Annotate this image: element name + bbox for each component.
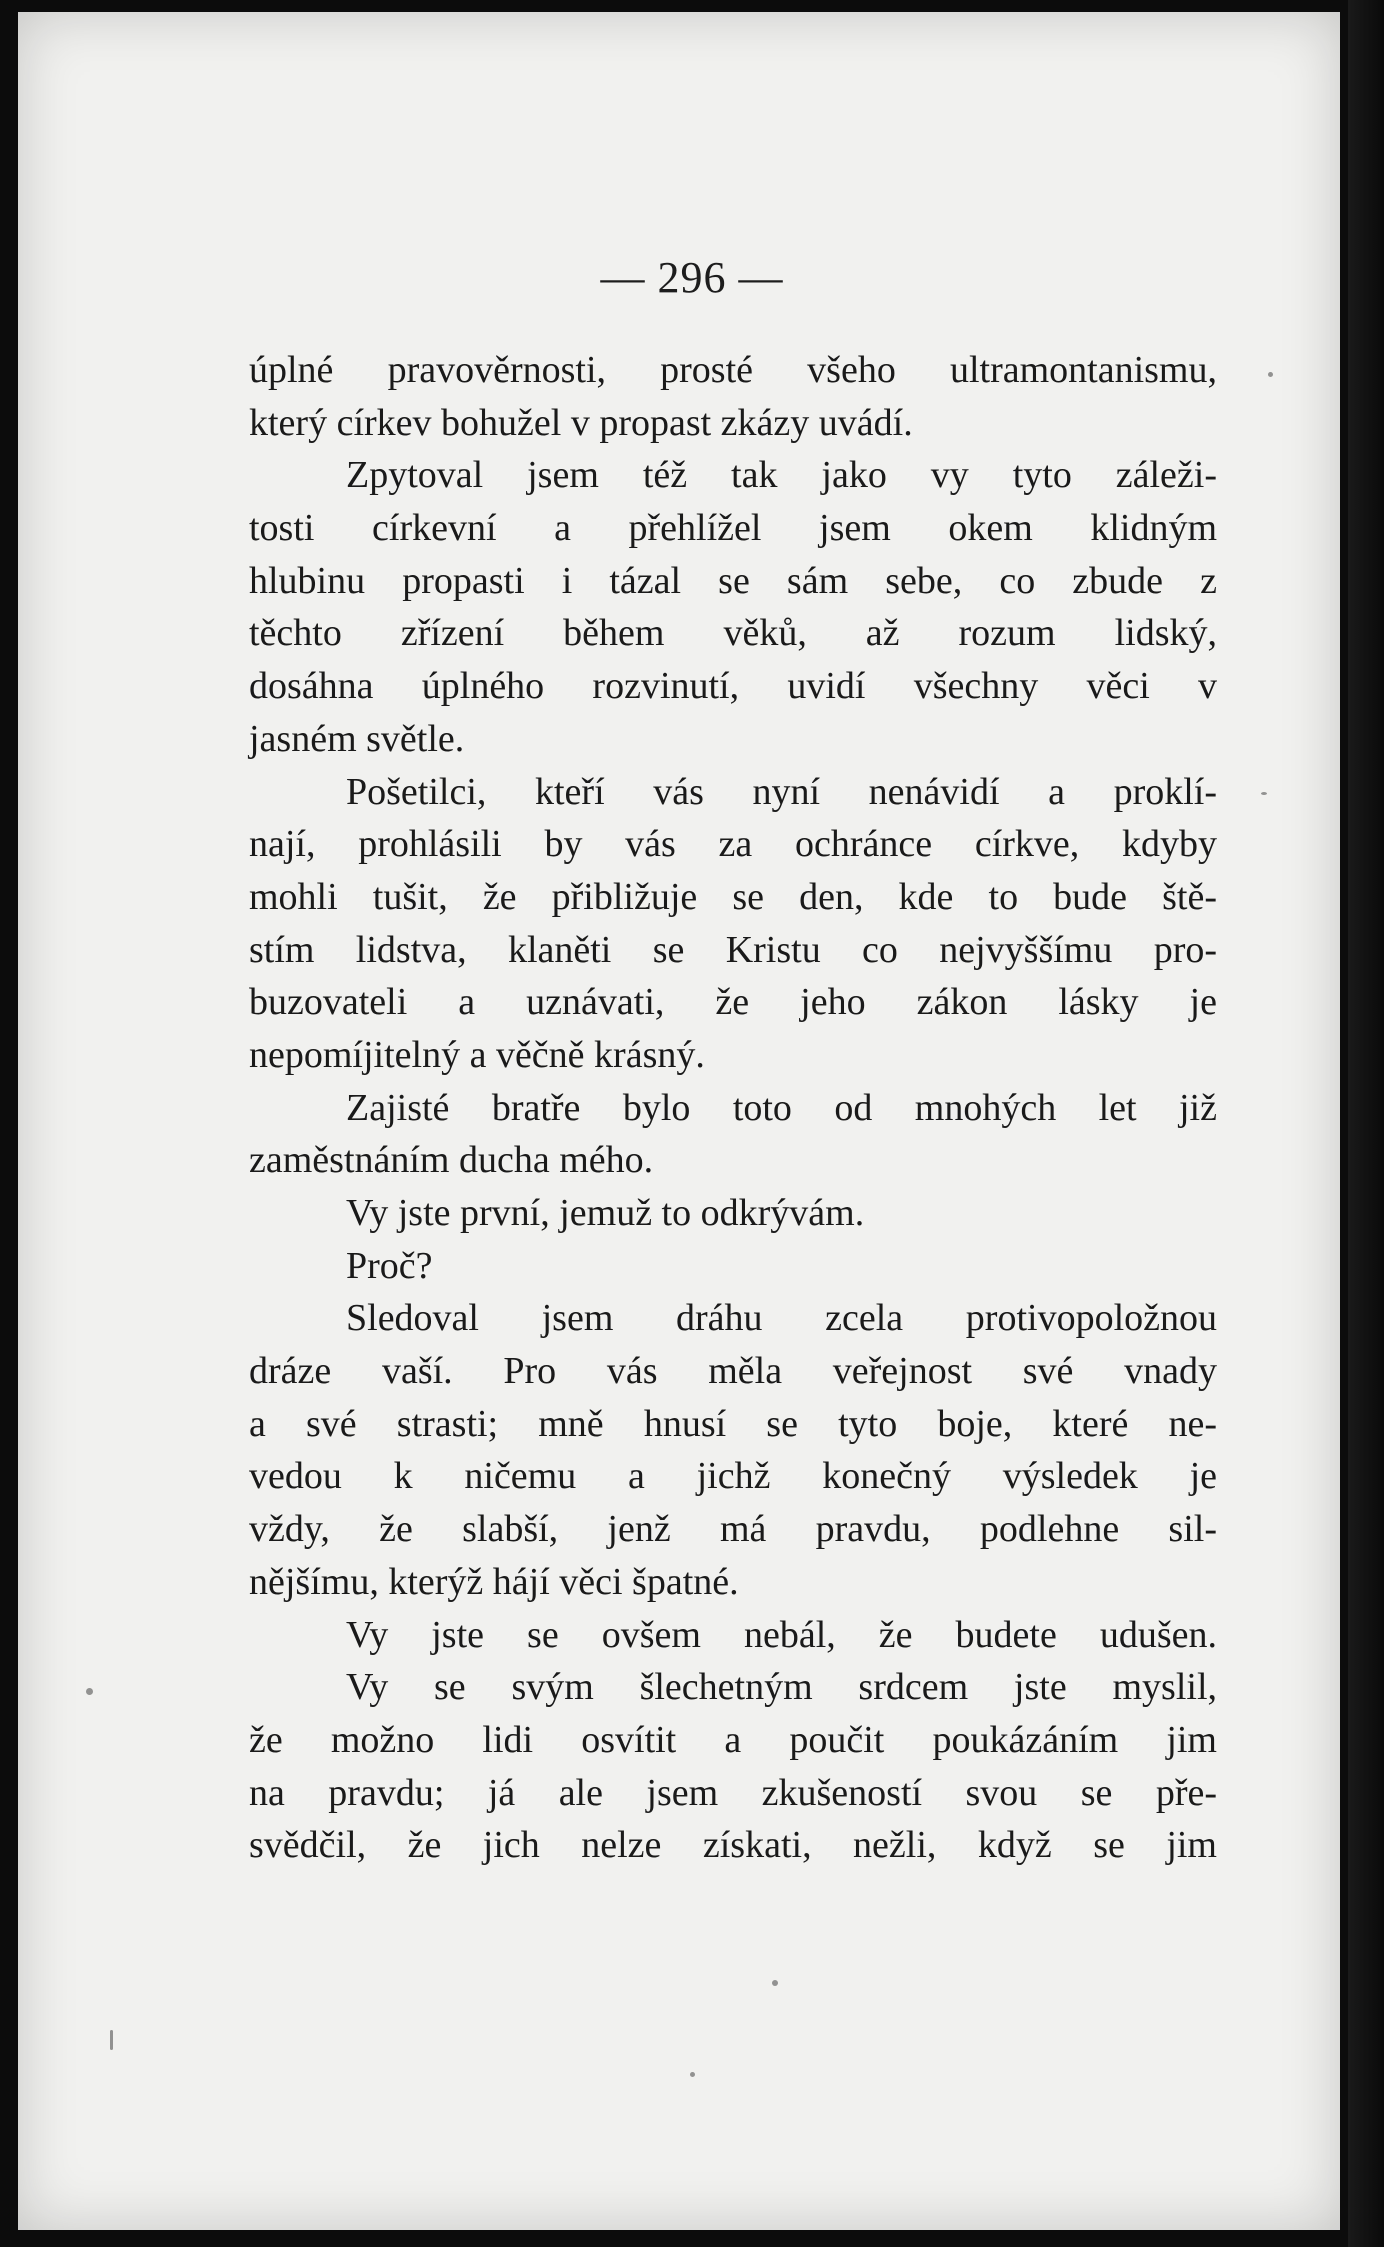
body-text — [249, 344, 1217, 1872]
text-line: mohli tušit, že přibližuje se den, kde to bude ště- — [249, 875, 1217, 918]
page-edge-shadow — [1348, 0, 1384, 2247]
text-line: Zajisté bratře bylo toto od mnohých let již — [346, 1086, 1217, 1129]
text-line: svědčil, že jich nelze získati, nežli, když se jim — [249, 1824, 1217, 1867]
text-line: nepomíjitelný a věčně krásný. — [249, 1033, 705, 1076]
text-line: dosáhna úplného rozvinutí, uvidí všechny věci v — [249, 665, 1217, 708]
text-line: dráze vaší. Pro vás měla veřejnost své vnady — [249, 1350, 1217, 1393]
text-line: že možno lidi osvítit a poučit poukázáním jim — [249, 1718, 1217, 1761]
text-line: zaměstnáním ducha mého. — [249, 1139, 654, 1182]
text-line: Pošetilci, kteří vás nyní nenávidí a proklí- — [346, 770, 1217, 813]
text-line: Vy jste první, jemuž to odkrývám. — [346, 1192, 865, 1234]
text-line: vedou k ničemu a jichž konečný výsledek je — [249, 1455, 1217, 1498]
scan-speck — [86, 1688, 93, 1695]
text-line: Vy se svým šlechetným srdcem jste myslil, — [346, 1666, 1217, 1709]
text-line: těchto zřízení během věků, až rozum lidský, — [249, 612, 1217, 655]
text-line: úplné pravověrnosti, prosté všeho ultramontanismu, — [249, 349, 1217, 391]
text-line: Sledoval jsem dráhu zcela protivopoložnou — [346, 1297, 1217, 1340]
page-number: — 296 — — [600, 253, 784, 302]
text-line: Vy jste se ovšem nebál, že budete udušen. — [346, 1613, 1217, 1656]
scan-speck — [110, 2030, 113, 2050]
text-line: Zpytoval jsem též tak jako vy tyto záleži- — [346, 454, 1217, 497]
text-line: vždy, že slabší, jenž má pravdu, podlehne sil- — [249, 1508, 1217, 1551]
text-line: stím lidstva, klaněti se Kristu co nejvyššímu pro- — [249, 928, 1217, 971]
text-line: nějšímu, kterýž hájí věci špatné. — [249, 1560, 739, 1603]
scan-speck — [1261, 792, 1267, 795]
text-line: tosti církevní a přehlížel jsem okem klidným — [249, 507, 1217, 550]
text-line: který církev bohužel v propast zkázy uvádí. — [249, 401, 913, 444]
scan-speck — [1268, 372, 1273, 377]
text-line: jasném světle. — [249, 717, 465, 760]
text-line: Proč? — [346, 1244, 433, 1287]
scan-speck — [772, 1980, 778, 1986]
text-line: hlubinu propasti i tázal se sám sebe, co zbude z — [249, 559, 1217, 602]
text-line: buzovateli a uznávati, že jeho zákon lásky je — [249, 981, 1217, 1024]
text-line: nají, prohlásili by vás za ochránce církve, kdyby — [249, 823, 1217, 866]
text-line: a své strasti; mně hnusí se tyto boje, které ne- — [249, 1402, 1217, 1445]
scan-speck — [690, 2072, 695, 2077]
text-line: na pravdu; já ale jsem zkušeností svou se pře- — [249, 1771, 1217, 1814]
